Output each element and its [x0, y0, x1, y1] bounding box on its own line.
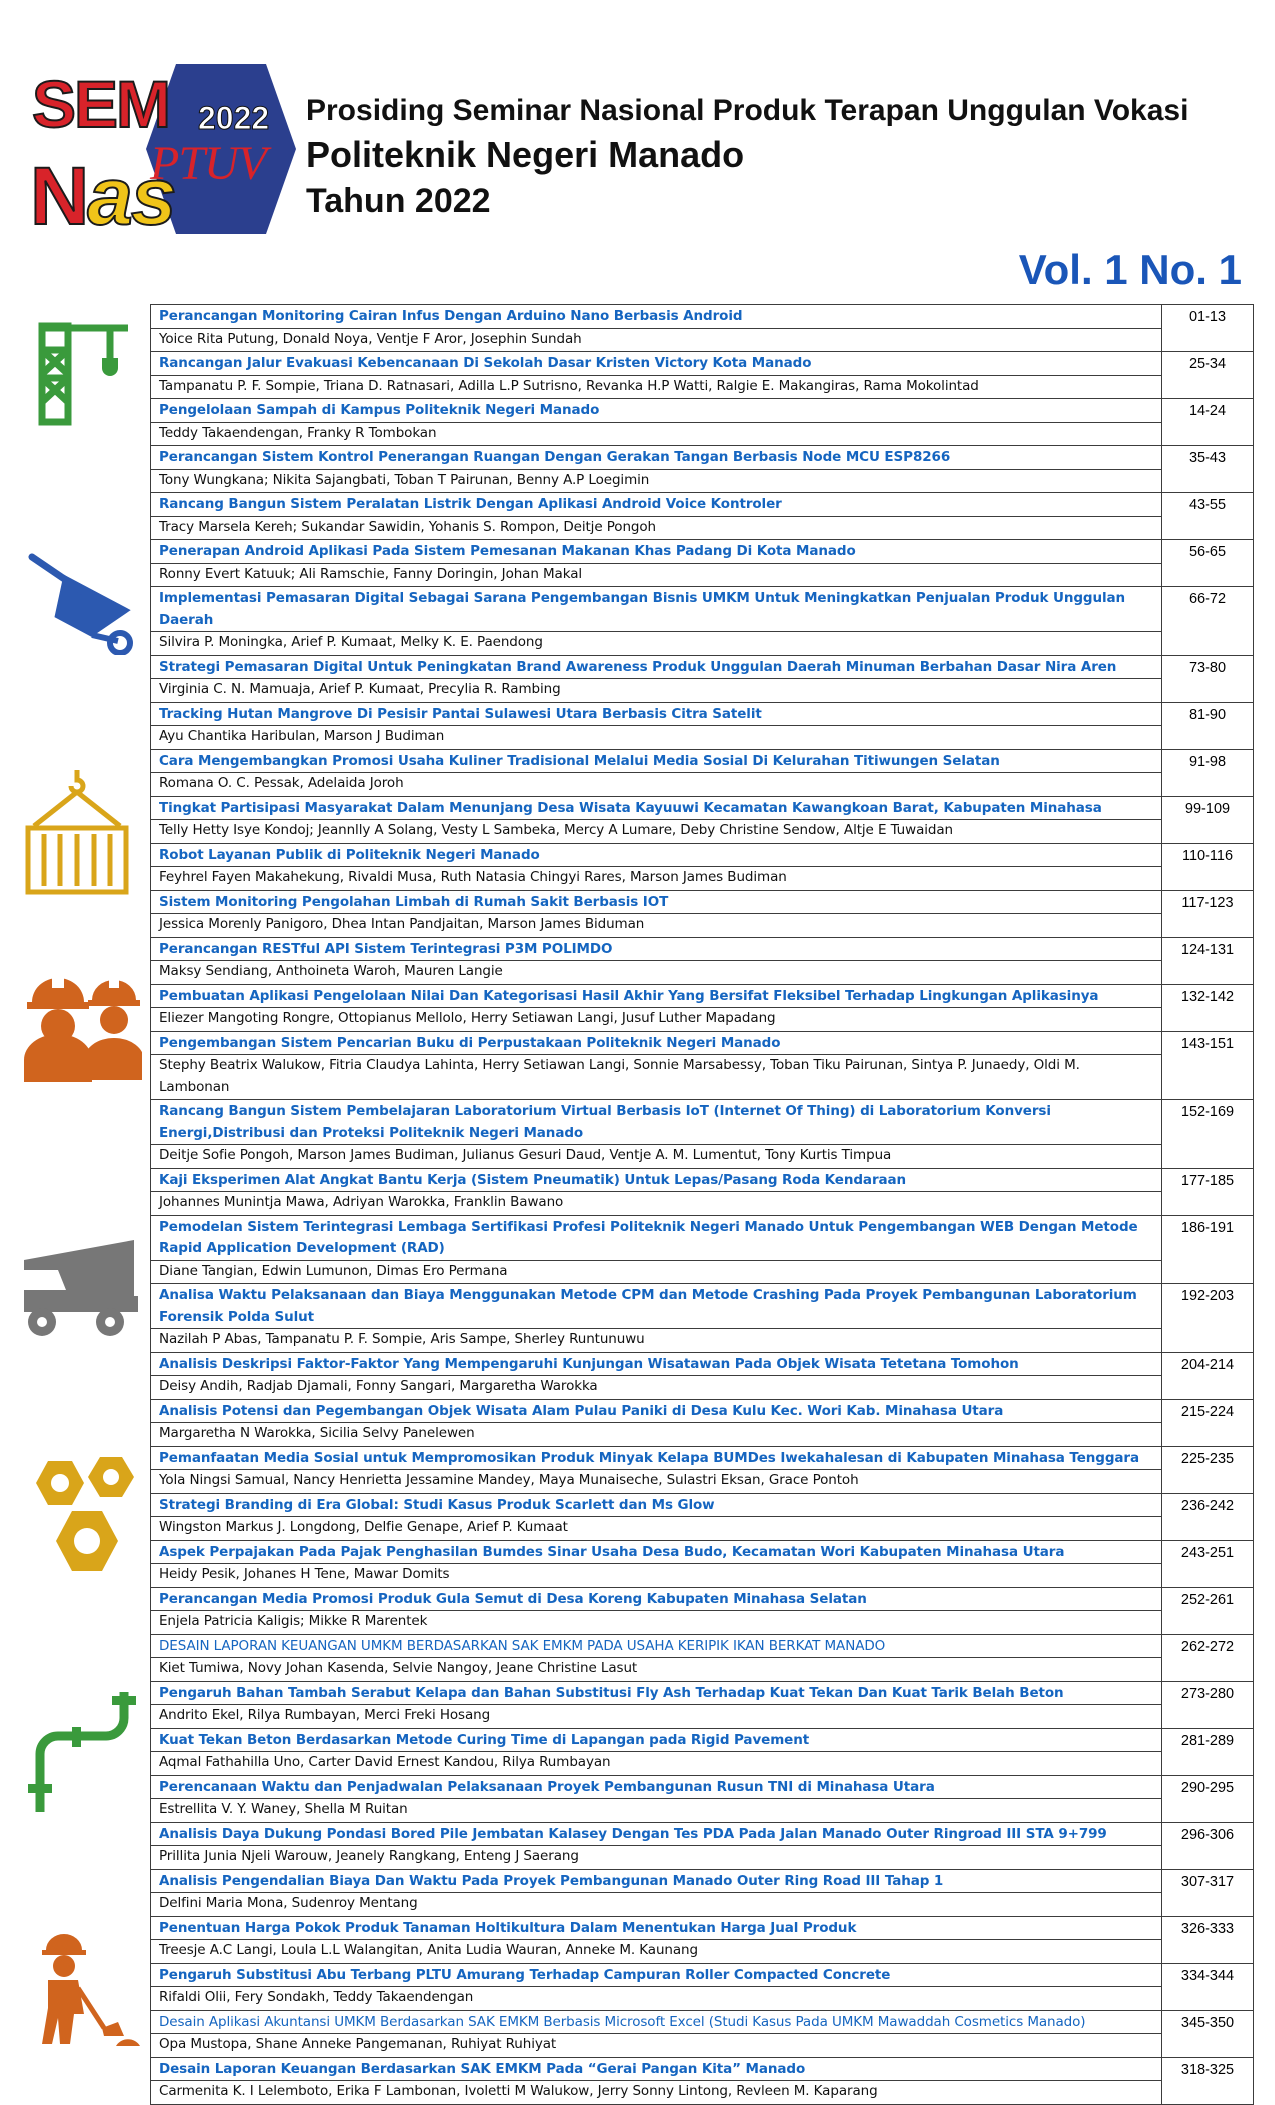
article-title-link[interactable]: Pengaruh Substitusi Abu Terbang PLTU Amurang Terhadap Campuran Roller Compacted Concrete [159, 1966, 891, 1983]
toc-row [151, 1869, 1254, 1916]
article-pages: 01-13 [1162, 305, 1254, 352]
article-pages: 192-203 [1162, 1284, 1254, 1353]
container-icon [22, 768, 142, 898]
hex-nuts-icon [22, 1455, 142, 1580]
article-pages: 99-109 [1162, 796, 1254, 843]
toc-entry [151, 1031, 1162, 1100]
article-pages: 66-72 [1162, 587, 1254, 656]
article-pages: 152-169 [1162, 1100, 1254, 1169]
article-title-link[interactable]: Perancangan Monitoring Cairan Infus Dengan Arduino Nano Berbasis Android [159, 308, 743, 324]
institution-name: Politeknik Negeri Manado [306, 134, 745, 175]
article-title-link[interactable]: Kuat Tekan Beton Berdasarkan Metode Curing Time di Lapangan pada Rigid Pavement [159, 1731, 810, 1748]
article-title-link[interactable]: Desain Laporan Keuangan Berdasarkan SAK EMKM Pada “Gerai Pangan Kita” Manado [159, 2060, 806, 2077]
toc-row [151, 1168, 1254, 1215]
article-pages: 177-185 [1162, 1168, 1254, 1215]
article-pages: 215-224 [1162, 1399, 1254, 1446]
article-authors: Opa Mustopa, Shane Anneke Pangemanan, Ruhiyat Ruhiyat [159, 2036, 557, 2052]
article-title-link[interactable]: DESAIN LAPORAN KEUANGAN UMKM BERDASARKAN SAK EMKM PADA USAHA KERIPIK IKAN BERKAT MANADO [159, 1637, 886, 1654]
toc-entry [151, 1587, 1162, 1634]
article-title-link[interactable]: Pengembangan Sistem Pencarian Buku di Perpustakaan Politeknik Negeri Manado [159, 1034, 781, 1051]
toc-entry [151, 1869, 1162, 1916]
workers-icon [22, 972, 142, 1082]
toc-entry [151, 493, 1162, 540]
article-authors: Margaretha N Warokka, Sicilia Selvy Panelewen [159, 1425, 475, 1441]
logo-nas-as: as [87, 151, 175, 242]
article-authors: Prillita Junia Njeli Warouw, Jeanely Rangkang, Enteng J Saerang [159, 1848, 579, 1864]
article-pages: 56-65 [1162, 540, 1254, 587]
article-authors: Yola Ningsi Samual, Nancy Henrietta Jessamine Mandey, Maya Munaiseche, Sulastri Eksan, Grace Pontoh [159, 1472, 859, 1488]
toc-row [151, 1587, 1254, 1634]
toc-entry [151, 1399, 1162, 1446]
toc-row [151, 796, 1254, 843]
toc-entry [151, 446, 1162, 493]
toc-entry [151, 305, 1162, 352]
toc-row [151, 493, 1254, 540]
article-authors: Eliezer Mangoting Rongre, Ottopianus Mellolo, Herry Setiawan Langi, Jusuf Luther Mapadang [159, 1010, 776, 1026]
article-pages: 43-55 [1162, 493, 1254, 540]
toc-row [151, 2010, 1254, 2057]
toc-entry [151, 1963, 1162, 2010]
article-authors: Nazilah P Abas, Tampanatu P. F. Sompie, Aris Sampe, Sherley Runtunuwu [159, 1331, 645, 1347]
article-authors: Tampanatu P. F. Sompie, Triana D. Ratnasari, Adilla L.P Sutrisno, Revanka H.P Watti, Ralgie E. Makangiras, Rama Mokolintad [159, 377, 979, 394]
article-pages: 252-261 [1162, 1587, 1254, 1634]
toc-row [151, 1634, 1254, 1681]
logo-ptuv-text: PTUV [150, 137, 266, 190]
article-authors: Stephy Beatrix Walukow, Fitria Claudya Lahinta, Herry Setiawan Langi, Sonnie Marsabessy, Toban Tiku Pairunan, Sintya P. Junaedy, Oldi M. Lambonan [159, 1057, 1080, 1095]
article-title-link[interactable]: Pemanfaatan Media Sosial untuk Mempromosikan Produk Minyak Kelapa BUMDes Iwekahalesan di Kabupaten Minahasa Tenggara [159, 1449, 1139, 1466]
toc-row [151, 1493, 1254, 1540]
article-title-link[interactable]: Kaji Eksperimen Alat Angkat Bantu Kerja (Sistem Pneumatik) Untuk Lepas/Pasang Roda Kendaraan [159, 1171, 907, 1188]
article-title-link[interactable]: Analisis Potensi dan Pegembangan Objek Wisata Alam Pulau Paniki di Desa Kulu Kec. Wori Kab. Minahasa Utara [159, 1402, 1004, 1419]
toc-row [151, 1540, 1254, 1587]
article-title-link[interactable]: Aspek Perpajakan Pada Pajak Penghasilan Bumdes Sinar Usaha Desa Budo, Kecamatan Wori Kabupaten Minahasa Utara [159, 1543, 1065, 1560]
article-authors: Delfini Maria Mona, Sudenroy Mentang [159, 1895, 418, 1911]
article-title-link[interactable]: Pengaruh Bahan Tambah Serabut Kelapa dan Bahan Substitusi Fly Ash Terhadap Kuat Tekan Dan Kuat Tarik Belah Beton [159, 1684, 1064, 1701]
toc-row [151, 1822, 1254, 1869]
article-pages: 307-317 [1162, 1869, 1254, 1916]
toc-entry [151, 1775, 1162, 1822]
article-title-link[interactable]: Rancang Bangun Sistem Peralatan Listrik Dengan Aplikasi Android Voice Kontroler [159, 496, 782, 512]
toc-row [151, 1284, 1254, 1353]
article-title-link[interactable]: Analisis Pengendalian Biaya Dan Waktu Pada Proyek Pembangunan Manado Outer Ring Road III Tahap 1 [159, 1872, 944, 1889]
article-authors: Wingston Markus J. Longdong, Delfie Genape, Arief P. Kumaat [159, 1519, 568, 1535]
article-title-link[interactable]: Penerapan Android Aplikasi Pada Sistem Pemesanan Makanan Khas Padang Di Kota Manado [159, 543, 856, 559]
article-pages: 35-43 [1162, 446, 1254, 493]
proceedings-header [306, 94, 1188, 221]
toc-entry [151, 1352, 1162, 1399]
toc-row [151, 890, 1254, 937]
article-authors: Kiet Tumiwa, Novy Johan Kasenda, Selvie Nangoy, Jeane Christine Lasut [159, 1660, 638, 1676]
toc-row [151, 702, 1254, 749]
toc-entry [151, 796, 1162, 843]
construction-worker-icon [22, 1928, 142, 2048]
article-title-link[interactable]: Perancangan Sistem Kontrol Penerangan Ruangan Dengan Gerakan Tangan Berbasis Node MCU ESP8266 [159, 449, 951, 465]
toc-entry [151, 1168, 1162, 1215]
toc-entry [151, 1822, 1162, 1869]
toc-row [151, 1775, 1254, 1822]
article-authors: Tracy Marsela Kereh; Sukandar Sawidin, Yohanis S. Rompon, Deitje Pongoh [159, 518, 656, 535]
logo-nas-n: N [30, 151, 88, 242]
article-title-link[interactable]: Pembuatan Aplikasi Pengelolaan Nilai Dan Kategorisasi Hasil Akhir Yang Bersifat Fleksibel Terhadap Lingkungan Aplikasinya [159, 987, 1099, 1004]
article-title-link[interactable]: Rancang Bangun Sistem Pembelajaran Laboratorium Virtual Berbasis IoT (Internet Of Thing) di Laboratorium Konversi Energi,Distribusi dan Proteksi Politeknik Negeri Manado [159, 1103, 1051, 1141]
toc-row [151, 937, 1254, 984]
article-title-link[interactable]: Cara Mengembangkan Promosi Usaha Kuliner Tradisional Melalui Media Sosial Di Kelurahan Titiwungen Selatan [159, 752, 1000, 769]
article-pages: 345-350 [1162, 2010, 1254, 2057]
toc-entry [151, 655, 1162, 702]
article-pages: 334-344 [1162, 1963, 1254, 2010]
toc-entry [151, 749, 1162, 796]
article-title-link[interactable]: Robot Layanan Publik di Politeknik Negeri Manado [159, 846, 540, 863]
article-authors: Romana O. C. Pessak, Adelaida Joroh [159, 775, 404, 791]
article-pages: 273-280 [1162, 1681, 1254, 1728]
toc-row [151, 540, 1254, 587]
seminar-logo [28, 64, 298, 242]
crane-icon [22, 306, 142, 426]
article-title-link[interactable]: Perancangan Media Promosi Produk Gula Semut di Desa Koreng Kabupaten Minahasa Selatan [159, 1590, 867, 1607]
toc-row [151, 843, 1254, 890]
article-pages: 326-333 [1162, 1916, 1254, 1963]
pipe-icon [22, 1690, 142, 1815]
article-pages: 73-80 [1162, 655, 1254, 702]
article-authors: Diane Tangian, Edwin Lumunon, Dimas Ero Permana [159, 1262, 508, 1279]
toc-entry [151, 937, 1162, 984]
article-pages: 81-90 [1162, 702, 1254, 749]
article-authors: Rifaldi Olii, Fery Sondakh, Teddy Takaendengan [159, 1989, 474, 2005]
toc-row [151, 1681, 1254, 1728]
article-pages: 281-289 [1162, 1728, 1254, 1775]
article-pages: 204-214 [1162, 1352, 1254, 1399]
article-title-link[interactable]: Tingkat Partisipasi Masyarakat Dalam Menunjang Desa Wisata Kayuuwi Kecamatan Kawangkoan Barat, Kabupaten Minahasa [159, 799, 1102, 816]
toc-row [151, 1446, 1254, 1493]
toc-row [151, 1916, 1254, 1963]
article-pages: 143-151 [1162, 1031, 1254, 1100]
article-title-link[interactable]: Analisis Daya Dukung Pondasi Bored Pile Jembatan Kalasey Dengan Tes PDA Pada Jalan Manado Outer Ringroad III STA 9+799 [159, 1825, 1107, 1842]
article-authors: Yoice Rita Putung, Donald Noya, Ventje F Aror, Josephin Sundah [159, 330, 582, 347]
toc-entry [151, 843, 1162, 890]
toc-entry [151, 540, 1162, 587]
article-pages: 117-123 [1162, 890, 1254, 937]
toc-row [151, 984, 1254, 1031]
toc-row [151, 446, 1254, 493]
article-title-link[interactable]: Strategi Branding di Era Global: Studi Kasus Produk Scarlett dan Ms Glow [159, 1496, 715, 1513]
article-authors: Deisy Andih, Radjab Djamali, Fonny Sangari, Margaretha Warokka [159, 1378, 598, 1394]
article-authors: Teddy Takaendengan, Franky R Tombokan [159, 424, 437, 441]
article-title-link[interactable]: Pemodelan Sistem Terintegrasi Lembaga Sertifikasi Profesi Politeknik Negeri Manado Untuk Pengembangan WEB Dengan Metode Rapid Application Development (RAD) [159, 1218, 1138, 1256]
toc-entry [151, 352, 1162, 399]
article-authors: Virginia C. N. Mamuaja, Arief P. Kumaat, Precylia R. Rambing [159, 681, 561, 697]
toc-entry [151, 1728, 1162, 1775]
article-authors: Deitje Sofie Pongoh, Marson James Budiman, Julianus Gesuri Daud, Ventje A. M. Lumentut, Tony Kurtis Timpua [159, 1147, 892, 1163]
article-title-link[interactable]: Tracking Hutan Mangrove Di Pesisir Pantai Sulawesi Utara Berbasis Citra Satelit [159, 705, 762, 722]
toc-entry [151, 890, 1162, 937]
toc-entry [151, 1916, 1162, 1963]
article-title-link[interactable]: Perancangan RESTful API Sistem Terintegrasi P3M POLIMDO [159, 940, 613, 957]
proceedings-year: Tahun 2022 [306, 182, 491, 220]
toc-entry [151, 2010, 1162, 2057]
article-title-link[interactable]: Analisa Waktu Pelaksanaan dan Biaya Menggunakan Metode CPM dan Metode Crashing Pada Proyek Pembangunan Laboratorium Forensik Polda Sulut [159, 1287, 1137, 1325]
article-pages: 25-34 [1162, 352, 1254, 399]
toc-entry [151, 1446, 1162, 1493]
article-pages: 110-116 [1162, 843, 1254, 890]
toc-row [151, 399, 1254, 446]
article-pages: 14-24 [1162, 399, 1254, 446]
toc-row [151, 305, 1254, 352]
dump-truck-icon [22, 1230, 142, 1340]
article-title-link[interactable]: Implementasi Pemasaran Digital Sebagai Sarana Pengembangan Bisnis UMKM Untuk Meningkatkan Penjualan Produk Unggulan Daerah [159, 590, 1126, 628]
article-authors: Tony Wungkana; Nikita Sajangbati, Toban T Pairunan, Benny A.P Loegimin [159, 471, 650, 488]
toc-row [151, 749, 1254, 796]
toc-row [151, 352, 1254, 399]
table-of-contents [150, 304, 1254, 2105]
article-authors: Estrellita V. Y. Waney, Shella M Ruitan [159, 1801, 408, 1817]
article-title-link[interactable]: Strategi Pemasaran Digital Untuk Peningkatan Brand Awareness Produk Unggulan Daerah Minuman Berbahan Dasar Nira Aren [159, 658, 1117, 675]
article-title-link[interactable]: Analisis Deskripsi Faktor-Faktor Yang Mempengaruhi Kunjungan Wisatawan Pada Objek Wisata Tetetana Tomohon [159, 1355, 1019, 1372]
toc-entry [151, 399, 1162, 446]
toc-entry [151, 702, 1162, 749]
wheelbarrow-icon [22, 545, 142, 655]
toc-entry [151, 1634, 1162, 1681]
article-authors: Carmenita K. I Lelemboto, Erika F Lambonan, Ivoletti M Walukow, Jerry Sonny Lintong, Revleen M. Kaparang [159, 2083, 878, 2099]
article-authors: Silvira P. Moningka, Arief P. Kumaat, Melky K. E. Paendong [159, 634, 543, 650]
toc-entry [151, 984, 1162, 1031]
article-pages: 236-242 [1162, 1493, 1254, 1540]
toc-entry [151, 1215, 1162, 1284]
toc-row [151, 1399, 1254, 1446]
toc-entry [151, 1284, 1162, 1353]
article-authors: Jessica Morenly Panigoro, Dhea Intan Pandjaitan, Marson James Biduman [159, 916, 645, 932]
article-title-link[interactable]: Pengelolaan Sampah di Kampus Politeknik Negeri Manado [159, 402, 600, 418]
article-pages: 290-295 [1162, 1775, 1254, 1822]
article-pages: 296-306 [1162, 1822, 1254, 1869]
article-authors: Feyhrel Fayen Makahekung, Rivaldi Musa, Ruth Natasia Chingyi Rares, Marson James Budiman [159, 869, 787, 885]
toc-entry [151, 1681, 1162, 1728]
toc-entry [151, 2057, 1162, 2104]
toc-row [151, 1963, 1254, 2010]
article-authors: Ayu Chantika Haribulan, Marson J Budiman [159, 728, 445, 744]
toc-entry [151, 1100, 1162, 1169]
article-pages: 318-325 [1162, 2057, 1254, 2104]
toc-row [151, 1100, 1254, 1169]
article-authors: Maksy Sendiang, Anthoineta Waroh, Mauren Langie [159, 963, 503, 979]
article-pages: 91-98 [1162, 749, 1254, 796]
toc-row [151, 1352, 1254, 1399]
toc-entry [151, 587, 1162, 656]
article-authors: Ronny Evert Katuuk; Ali Ramschie, Fanny Doringin, Johan Makal [159, 565, 583, 582]
toc-entry [151, 1540, 1162, 1587]
toc-row [151, 587, 1254, 656]
article-pages: 262-272 [1162, 1634, 1254, 1681]
article-title-link[interactable]: Perencanaan Waktu dan Penjadwalan Pelaksanaan Proyek Pembangunan Rusun TNI di Minahasa Utara [159, 1778, 935, 1795]
article-pages: 124-131 [1162, 937, 1254, 984]
volume-label: Vol. 1 No. 1 [1018, 246, 1242, 293]
article-authors: Andrito Ekel, Rilya Rumbayan, Merci Freki Hosang [159, 1707, 491, 1723]
article-pages: 186-191 [1162, 1215, 1254, 1284]
article-authors: Heidy Pesik, Johanes H Tene, Mawar Domits [159, 1566, 450, 1582]
toc-entry [151, 1493, 1162, 1540]
toc-row [151, 1031, 1254, 1100]
article-title-link[interactable]: Desain Aplikasi Akuntansi UMKM Berdasarkan SAK EMKM Berbasis Microsoft Excel (Studi Kasus Pada UMKM Mawaddah Cosmetics Manado) [159, 2013, 1086, 2030]
toc-row [151, 1215, 1254, 1284]
article-authors: Treesje A.C Langi, Loula L.L Walangitan, Anita Ludia Wauran, Anneke M. Kaunang [159, 1942, 698, 1958]
article-pages: 243-251 [1162, 1540, 1254, 1587]
article-title-link[interactable]: Sistem Monitoring Pengolahan Limbah di Rumah Sakit Berbasis IOT [159, 893, 669, 910]
article-title-link[interactable]: Penentuan Harga Pokok Produk Tanaman Holtikultura Dalam Menentukan Harga Jual Produk [159, 1919, 857, 1936]
article-pages: 132-142 [1162, 984, 1254, 1031]
article-authors: Enjela Patricia Kaligis; Mikke R Marentek [159, 1613, 428, 1629]
article-authors: Aqmal Fathahilla Uno, Carter David Ernest Kandou, Rilya Rumbayan [159, 1754, 611, 1770]
article-authors: Telly Hetty Isye Kondoj; Jeannlly A Solang, Vesty L Sambeka, Mercy A Lumare, Deby Christine Sendow, Altje E Tuwaidan [159, 822, 953, 838]
logo-year-text: 2022 [198, 100, 270, 136]
toc-row [151, 1728, 1254, 1775]
toc-row [151, 655, 1254, 702]
toc-row [151, 2057, 1254, 2104]
proceedings-title: Prosiding Seminar Nasional Produk Terapan Unggulan Vokasi [306, 94, 1189, 127]
article-pages: 225-235 [1162, 1446, 1254, 1493]
article-authors: Johannes Munintja Mawa, Adriyan Warokka, Franklin Bawano [159, 1194, 564, 1210]
logo-sem-text: SEM [32, 67, 170, 141]
logo-nas-text [30, 150, 174, 244]
article-title-link[interactable]: Rancangan Jalur Evakuasi Kebencanaan Di Sekolah Dasar Kristen Victory Kota Manado [159, 355, 812, 371]
